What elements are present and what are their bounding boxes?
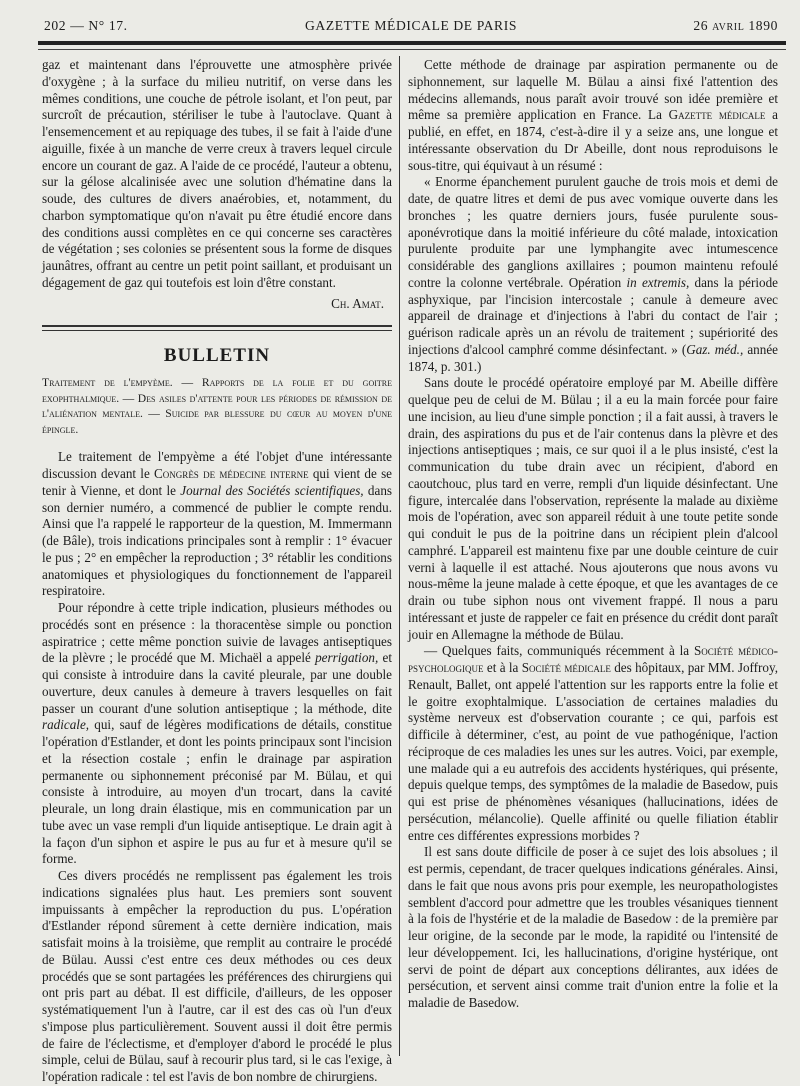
author-signature: Ch. Amat. (331, 295, 384, 311)
paragraph-quote: « Enorme épanchement purulent gauche de trois mois et demi de date, de quatre litres et demi de pus avec vomique ouverte dans les bronches ; les quatre derniers jours, fusée purulente sous-aponévrotique dans la moitié inférieure du côté malade, intoxication purulente produite par une lymphangite avec intumescence considérable des ganglions axillaires ; poumon maintenu refoulé contre la colonne vertébrale. Opération in extremis, dans la période asphyxique, par l'incision intercostale ; canule à demeure avec appareil de drainage et d'injections à l'abri du contact de l'air ; guérison radicale après un an révolu de traitement ; supériorité des injections d'alcool camphré comme désinfectant. » (Gaz. méd., année 1874, p. 301.) (408, 174, 778, 374)
bulletin-summary: Traitement de l'empyème. — Rapports de la folie et du goitre exophthalmique. — Des asiles d'attente pour les périodes de rémission de l'aliénation mentale. — Suicide par blessure du cœur au moyen d'une épingle. (42, 376, 392, 436)
paragraph-methods: Pour répondre à cette triple indication, plusieurs méthodes ou procédés sont en présence : la thoracentèse simple ou ponction aspiratrice ; cette même ponction suivie de lavages antiseptiques de la plèvre ; le procédé que M. Michaël a appelé perrigation, et qui consiste à introduire dans la cavité pleurale, par une double ouverture, deux canules à demeure à travers lesquelles on fait passer un courant d'une solution antiseptique ; la méthode, dite radicale, qui, sauf de légères modifications de détails, constitue l'opération d'Estlander, et dont les points principaux sont l'incision et la résection costale ; enfin le drainage par aspiration permanente ou siphonnement préconisé par M. Bülau, et qui consiste à introduire, au moyen d'un trocart, dans la cavité pleurale, un long drain élastique, mis en communication par un tube avec un vase rempli d'un liquide antiseptique. Le drain agit à la façon d'un siphon et aspire le pus au fur et à mesure qu'il se forme. (42, 600, 392, 867)
page-issue-number: 202 — N° 17. (44, 18, 128, 33)
header-rule-thin (38, 49, 786, 50)
left-column (42, 57, 392, 1086)
paragraph-folie-goitre: — Quelques faits, communiqués récemment à la Société médico-psychologique et à la Société médicale des hôpitaux, par MM. Joffroy, Renault, Ballet, ont appelé l'attention sur les rapports entre la folie et le goitre exophtalmique. L'association de certaines maladies du système nerveux est d'observation courante ; ce qui, parfois est difficile à déterminer, c'est, au point de vue pathogénique, l'action réciproque de ces maladies les unes sur les autres. Voici, par exemple, une malade qui a eu autrefois des accidents hystériques, qui présente, depuis quelque temps, des symptômes de la maladie de Basedow, puis qui est prise de phénomènes vésaniques (hallucinations, idées de persécution, mélancolie). Quelle affinité ou quelle filiation établir entre ces différentes expressions morbides ? (408, 643, 778, 843)
page-header (44, 18, 778, 40)
paragraph-empyeme: Le traitement de l'empyème a été l'objet d'une intéressante discussion devant le Congrès de médecine interne qui vient de se tenir à Vienne, et dont le Journal des Sociétés scientifiques, dans son dernier numéro, a commencé de publier le compte rendu. Ainsi que l'a rappelé le rapporteur de la question, M. Immermann (de Bâle), trois indications principales sont à remplir : 1° évacuer le pus ; 2° en empêcher la reproduction ; 3° rétablir les conditions anatomiques et physiologiques du fonctionnement de l'appareil respiratoire. (42, 449, 393, 599)
paragraph-abeille: Sans doute le procédé opératoire employé par M. Abeille diffère quelque peu de celui de M. Bülau ; il a eu la main forcée pour faire une incision, au lieu d'une simple ponction ; il a fait aussi, à travers le drain, des aspirations du pus et de l'air contenus dans la plèvre et des injections antiseptiques ; mais, ce sur quoi il a le plus insisté, c'est la communication du tube drain avec un récipient, d'abord en caoutchouc, plus tard en verre, rempli d'un liquide désinfectant. Une figure, intercalée dans l'observation, représente la malade au dixième mois de l'opération, avec son appareil réduit à une toute petite sonde qui conduit le pus de la poitrine dans un récipient plein d'alcool camphré. L'appareil est maintenu fixe par une double ceinture de cuir verni à laquelle il est attaché. Nous ajouterons que nous avons vu nous-même la jeune malade à cette époque, et que les avantages de ce drain ou tube siphon nous ont vivement frappé. Il nous a paru intéressant et juste de rappeler ce fait en présence du crédit dont paraît jouir en Allemagne la méthode de Bülau. (408, 375, 778, 642)
column-divider (399, 56, 400, 1056)
section-separator (42, 325, 392, 331)
bulletin-title: BULLETIN (163, 345, 271, 367)
right-column (408, 57, 778, 1012)
intro-paragraph: gaz et maintenant dans l'éprouvette une atmosphère privée d'oxygène ; à la surface du milieu nutritif, on verse dans les mêmes conditions, une couche de pétrole isolant, et l'on peut, par surcroît de précaution, stériliser le tube à l'autoclave. Quant à l'ensemencement et au repiquage des tubes, il se fait à l'aide d'une aiguille, fixée à un manche de verre creux à travers lequel circule encore un courant de gaz. A l'aide de ce procédé, l'auteur a obtenu, sur la gélose alcalinisée avec une solution d'hématine dans la soude, des cultures de divers anaérobies, et, notamment, du charbon symptomatique qu'on n'avait pu être étudié encore dans des conditions aussi complètes en ce qui concerne ses caractères de végétation ; ses colonies se présentent sous la forme de disques jaunâtres, offrant au centre un petit point saillant, et produisant un dégagement de gaz qui toutefois est loin d'être constant. (42, 57, 392, 290)
journal-title: GAZETTE MÉDICALE DE PARIS (305, 18, 517, 33)
issue-date: 26 avril 1890 (693, 18, 778, 33)
paragraph-procedures: Ces divers procédés ne remplissent pas également les trois indications signalées plus haut. Les premiers sont souvent impuissants à empêcher la reproduction du pus. L'opération d'Estlander répond sûrement à cette dernière indication, mais satisfait moins à la troisième, que remplit au contraire le procédé de Bülau. Aussi c'est entre ces deux méthodes ou ces deux procédés que se sont partagées les préférences des chirurgiens qui ont pris part au débat. Il est difficile, d'ailleurs, de les opposer systématiquement l'un à l'autre, car il est des cas où l'un d'eux s'impose plus particulièrement. Souvent aussi il doit être permis de faire de l'éclectisme, et d'employer d'abord le procédé le plus simple, celui de Bülau, sauf à recourir plus tard, si le cas l'exige, à l'opération radicale : tel est l'avis de bon nombre de chirurgiens. (42, 868, 392, 1084)
header-rule-thick (38, 41, 786, 45)
paragraph-drainage: Cette méthode de drainage par aspiration permanente ou de siphonnement, sur laquelle M. Bülau a ainsi fixé l'attention des médecins allemands, nous paraît avoir trouvé son idée première et même sa première application en France. La Gazette médicale a publié, en effet, en 1874, c'est-à-dire il y a seize ans, une longue et intéressante observation du Dr Abeille, dont nous reproduisons le sous-titre, qui équivaut à un résumé : (408, 57, 778, 173)
paragraph-basedow: Il est sans doute difficile de poser à ce sujet des lois absolues ; il est permis, cependant, de tracer quelques indications générales. Ainsi, dans le fait que nous avons pris pour exemple, les neuropathologistes semblent d'accord pour admettre que les troubles vésaniques tiennent à la fois de l'hystérie et de la maladie de Basedow : de la première par leur origine, de la seconde par le mode, la rapidité ou l'intensité de leur développement. Ici, les hallucinations, d'origine hystérique, ont servi de point de départ aux conceptions délirantes, aux idées de persécution, et servent ainsi comme trait d'union entre la folie et la maladie de Basedow. (408, 844, 778, 1010)
